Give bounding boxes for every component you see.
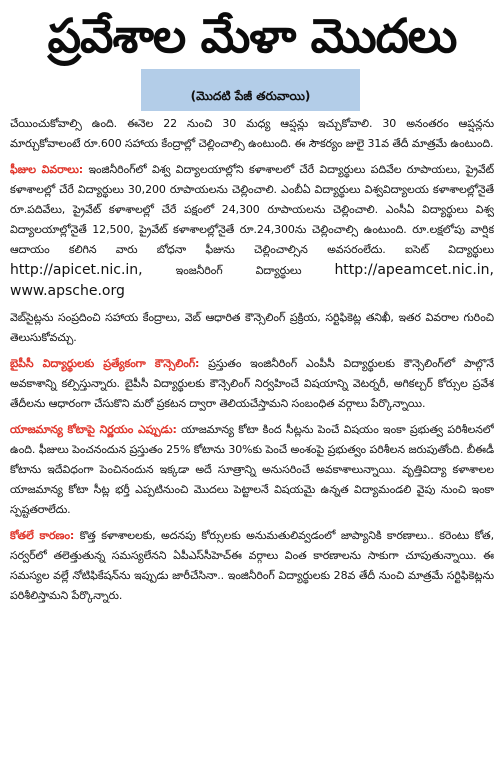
paragraph-options bbox=[10, 114, 494, 154]
paragraph-bipc bbox=[10, 354, 494, 414]
article-headline: ప్రవేశాల మేళా మొదలు bbox=[47, 9, 457, 64]
paragraph-text: ఇంజనీరింగ్ విద్యార్థులు bbox=[142, 264, 335, 277]
paragraph-text: కొత్త కళాశాలలకు, అదనపు కోర్సులకు అనుమతులివ్వడంలో జాప్యానికి కారణాలు.. కరెంటు కోత, సర్వర్‌లో తలెత్తుతున్న సమస్యలేనని ఏపీఎస్‌సీహెచ్‌ఈ వర్గాలు వింత కారణాలను సాకుగా చూపుతున్నాయి. ఈ సమస్యల వల్లే నోటిఫికేషన్‌ను ఇప్పుడు జారీచేసినా.. ఇంజినీరింగ్ విద్యార్థులకు 28వ తేదీ నుంచి మాత్రమే సర్టిఫికెట్లను పరిశీలిస్తామని పేర్కొన్నారు. bbox=[10, 529, 494, 602]
paragraph-text: వెబ్‌సైట్లను సంప్రదించి సహాయ కేంద్రాలు, వెబ్ ఆధారిత కౌన్సెలింగ్ ప్రక్రియ, సర్టిఫికెట్ల తనిఖీ, ఇతర వివరాల గురించి తెలుసుకోవచ్చు. bbox=[10, 311, 494, 344]
apeamcet-url: http://apeamcet.nic.in, www.apsche.org bbox=[10, 262, 494, 299]
section-lead-fees: ఫీజుల వివరాలు: bbox=[10, 163, 84, 176]
section-lead-power-cuts: కోతలే కారణం: bbox=[10, 529, 75, 542]
paragraph-fees bbox=[10, 160, 494, 302]
paragraph-text: యాజమాన్య కోటా కింద సీట్లను పెంచే విషయం ఇంకా ప్రభుత్వ పరిశీలనలో ఉంది. ఫీజులు పెంచనందున ప్రస్తుతం 25% కోటాను 30%కు పెంచే అంశంపై ప్రభుత్వం పరిశీలన జరుపుతోంది. బీఈడీ కోటాను ఇదేవిధంగా పెంచినందున ఇక్కడా అదే సూత్రాన్ని అనుసరించే అవకాశాలున్నాయి. వృత్తివిద్యా కళాశాలల యాజమాన్య కోటా సీట్ల భర్తీ ఎప్పటినుంచి మొదలు పెట్టాలనే విషయమై ఉన్నత విద్యామండలి వైపు నుంచి ఇంకా స్పష్టతరాలేదు. bbox=[10, 423, 494, 516]
paragraph-text: చేయించుకోవాల్సి ఉంది. ఈనెల 22 నుంచి 30 మధ్య ఆప్షన్లు ఇచ్చుకోవాలి. 30 అనంతరం ఆప్షన్లను మార్చుకోవాలంటే రూ.600 సహాయ కేంద్రాల్లో చెల్లించాల్సి ఉంటుంది. ఈ సౌకర్యం జులై 31వ తేదీ మాత్రమే ఉంటుంది. bbox=[10, 117, 494, 150]
paragraph-power-cuts bbox=[10, 526, 494, 606]
section-lead-bipc: బైపీసీ విద్యార్థులకు ప్రత్యేకంగా కౌన్సెలింగ్: bbox=[10, 357, 200, 370]
paragraph-text: ప్రస్తుతం ఇంజినీరింగ్ ఎంపీసీ విద్యార్థులకు కౌన్సెలింగ్‌లో పాల్గొనే అవకాశాన్ని కల్పిస్తున్నారు. బైపీసీ విద్యార్థులకు కౌన్సెలింగ్ నిర్వహించే విషయాన్ని వెటర్నరీ, అగికల్చర్ కోర్సుల ప్రవేశ తేదీలను ఆధారంగా చేసుకొని మరో ప్రకటన ద్వారా తెలియచేస్తామని సంబంధిత వర్గాలు పేర్కొన్నాయి. bbox=[10, 357, 494, 410]
continuation-banner bbox=[141, 69, 360, 111]
apicet-url: http://apicet.nic.in, bbox=[10, 262, 143, 278]
section-lead-quota: యాజమాన్య కోటాపై నిర్ణయం ఎప్పుడు: bbox=[10, 423, 177, 436]
paragraph-websites bbox=[10, 308, 494, 348]
paragraph-management-quota bbox=[10, 420, 494, 520]
paragraph-text: ఇంజినీరింగ్‌లో విశ్వ విద్యాలయాల్లోని కళాశాలలో చేరే విద్యార్థులు పదివేల రూపాయలు, ప్రైవేట్ కళాశాలల్లో చేరే విద్యార్థులు 30,200 రూపాయలను చెల్లించాలి. ఎంబీఏ విద్యార్థులు విశ్వవిద్యాలయ కళాశాలల్లోనైతే రూ.పదివేలు, ప్రైవేట్ కళాశాలల్లో చేరే పక్షంలో 24,300 రూపాయలను చెల్లించాలి. ఎంసీఏ విద్యార్థులు విశ్వ విద్యాలయాల్లోనైతే 12,500, ప్రైవేట్ కళాశాలల్లోనైతే రూ.24,300ను చెల్లించాల్సి ఉంటుంది. రూ.లక్షలోపు వార్షిక ఆదాయం కలిగిన వారు బోధనా ఫీజును చెల్లించాల్సిన అవసరంలేదు. ఐసెట్ విద్యార్థులు bbox=[10, 163, 494, 256]
article-body bbox=[10, 114, 494, 774]
continuation-label: (మొదటి పేజీ తరువాయి) bbox=[190, 89, 311, 103]
